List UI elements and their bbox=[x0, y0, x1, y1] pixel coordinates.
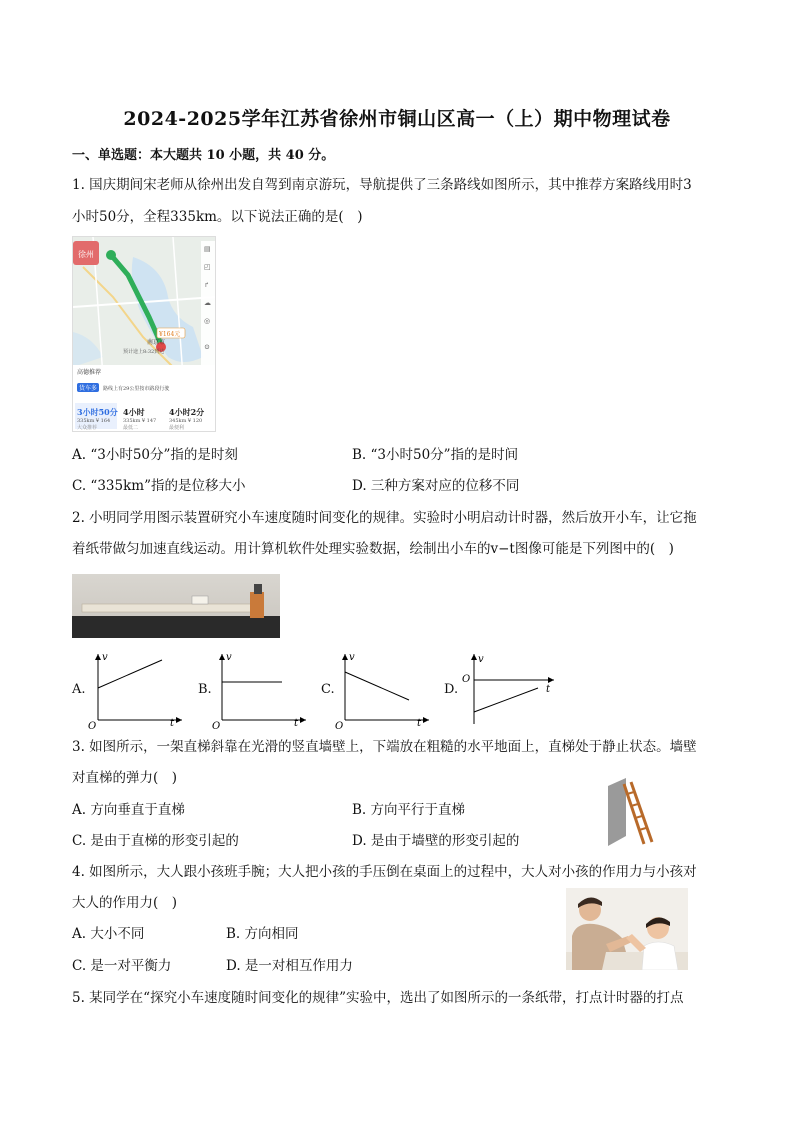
weather-icon[interactable]: ☁ bbox=[204, 299, 211, 307]
route-2-time[interactable]: 4小时 bbox=[123, 407, 145, 417]
q2-graphs bbox=[72, 650, 732, 730]
graph-a-v: v bbox=[102, 652, 108, 663]
q3-option-d: D. 是由于墙壁的形变引起的 bbox=[352, 833, 520, 849]
graph-c-label: C. bbox=[321, 682, 335, 697]
table-surface bbox=[72, 616, 280, 638]
graph-b bbox=[210, 650, 310, 730]
eta-note: 预计途上8:32到达 bbox=[123, 349, 165, 355]
q1-option-b: B. “3小时50分”指的是时间 bbox=[352, 447, 519, 463]
layers-icon[interactable]: ▤ bbox=[204, 245, 211, 253]
graph-c-o: O bbox=[335, 721, 344, 730]
q1-option-d: D. 三种方案对应的位移不同 bbox=[352, 478, 520, 494]
start-label: 徐州 bbox=[78, 250, 94, 259]
graph-b-t: t bbox=[294, 718, 299, 729]
q1-line2: 小时50分，全程335km。以下说法正确的是( ) bbox=[72, 209, 363, 225]
arm-wrestling-photo bbox=[566, 888, 688, 970]
recommend-label: 高德推荐 bbox=[77, 369, 102, 376]
graph-a-t: t bbox=[170, 718, 175, 729]
route-icon[interactable]: ↱ bbox=[204, 281, 210, 289]
route-2-note: 最低二 bbox=[123, 425, 139, 431]
graph-c-v: v bbox=[349, 652, 355, 663]
q4-line2: 大人的作用力( ) bbox=[72, 895, 178, 911]
graph-d-t: t bbox=[546, 684, 551, 695]
q3-line2: 对直梯的弹力( ) bbox=[72, 770, 178, 786]
wall bbox=[608, 778, 626, 846]
navigation-map-image bbox=[72, 236, 216, 432]
q1-option-c: C. “335km”指的是位移大小 bbox=[72, 478, 246, 494]
graph-d bbox=[458, 650, 558, 730]
q3-option-b: B. 方向平行于直梯 bbox=[352, 802, 466, 818]
tip-label: 路线上有29公里按市路段行驶 bbox=[103, 386, 170, 392]
map-drawing bbox=[73, 237, 215, 431]
graph-c-line bbox=[345, 672, 409, 700]
q5-line1: 5. 某同学在“探究小车速度随时间变化的规律”实验中，选出了如图所示的一条纸带，打点计时器的打点 bbox=[72, 990, 684, 1006]
route-1-note: 大众推荐 bbox=[77, 425, 98, 431]
q3-option-c: C. 是由于直梯的形变引起的 bbox=[72, 833, 239, 849]
q3-option-a: A. 方向垂直于直梯 bbox=[72, 802, 185, 818]
q4-option-d: D. 是一对相互作用力 bbox=[226, 958, 353, 974]
q2-line1: 2. 小明同学用图示装置研究小车速度随时间变化的规律。实验时小明启动计时器，然后放开小车，让它拖 bbox=[72, 510, 697, 526]
graph-d-label: D. bbox=[444, 682, 459, 697]
location-icon[interactable]: ⊙ bbox=[204, 343, 210, 351]
graph-d-o: O bbox=[462, 674, 471, 685]
page-title: 2024-2025学年江苏省徐州市铜山区高一（上）期中物理试卷 bbox=[123, 108, 671, 130]
toll-label: ¥164元 bbox=[159, 331, 181, 338]
q2-line2: 着纸带做匀加速直线运动。用计算机软件处理实验数据，绘制出小车的v−t图像可能是下列图中的( ) bbox=[72, 541, 674, 557]
route-3-detail: 345km ¥ 120 bbox=[169, 418, 203, 424]
route-3-time[interactable]: 4小时2分 bbox=[169, 407, 205, 417]
tag-label: 货车多 bbox=[79, 385, 98, 392]
end-label: 南京市 bbox=[147, 339, 166, 346]
q4-option-c: C. 是一对平衡力 bbox=[72, 958, 172, 974]
q1-line1: 1. 国庆期间宋老师从徐州出发自驾到南京游玩，导航提供了三条路线如图所示，其中推荐方案路线用时3 bbox=[72, 177, 692, 193]
graph-a-o: O bbox=[88, 721, 97, 730]
graph-a-line bbox=[98, 660, 162, 688]
q4-line1: 4. 如图所示，大人跟小孩班手腕；大人把小孩的手压倒在桌面上的过程中，大人对小孩的作用力与小孩对 bbox=[72, 864, 697, 880]
q4-option-a: A. 大小不同 bbox=[72, 926, 145, 942]
cart bbox=[192, 596, 208, 604]
q3-line1: 3. 如图所示，一架直梯斜靠在光滑的竖直墙壁上，下端放在粗糙的水平地面上，直梯处于静止状态。墙壁 bbox=[72, 739, 697, 755]
report-icon[interactable]: ◰ bbox=[204, 263, 211, 271]
graph-d-line bbox=[474, 688, 538, 712]
child-body bbox=[642, 942, 678, 970]
graph-a-label: A. bbox=[72, 682, 86, 697]
graph-b-o: O bbox=[212, 721, 221, 730]
graph-c-t: t bbox=[417, 718, 422, 729]
section-heading: 一、单选题：本大题共 10 小题，共 40 分。 bbox=[72, 148, 335, 163]
compass-icon[interactable]: ◎ bbox=[204, 317, 211, 325]
graph-b-label: B. bbox=[198, 682, 212, 697]
ladder-wall-figure bbox=[604, 778, 658, 848]
route-1-time: 3小时50分 bbox=[77, 407, 118, 417]
q1-option-a: A. “3小时50分”指的是时刻 bbox=[72, 447, 238, 463]
graph-c bbox=[333, 650, 433, 730]
route-1-detail: 335km ¥ 164 bbox=[77, 418, 111, 424]
route-2-detail: 335km ¥ 147 bbox=[123, 418, 157, 424]
route-3-note: 最便利 bbox=[169, 425, 185, 431]
graph-a bbox=[86, 650, 186, 730]
start-marker-icon bbox=[106, 250, 116, 260]
cart-track-photo bbox=[72, 574, 280, 638]
timer-block bbox=[250, 592, 264, 618]
track bbox=[82, 604, 262, 612]
graph-b-v: v bbox=[226, 652, 232, 663]
graph-d-v: v bbox=[478, 654, 484, 665]
q4-option-b: B. 方向相同 bbox=[226, 926, 299, 942]
